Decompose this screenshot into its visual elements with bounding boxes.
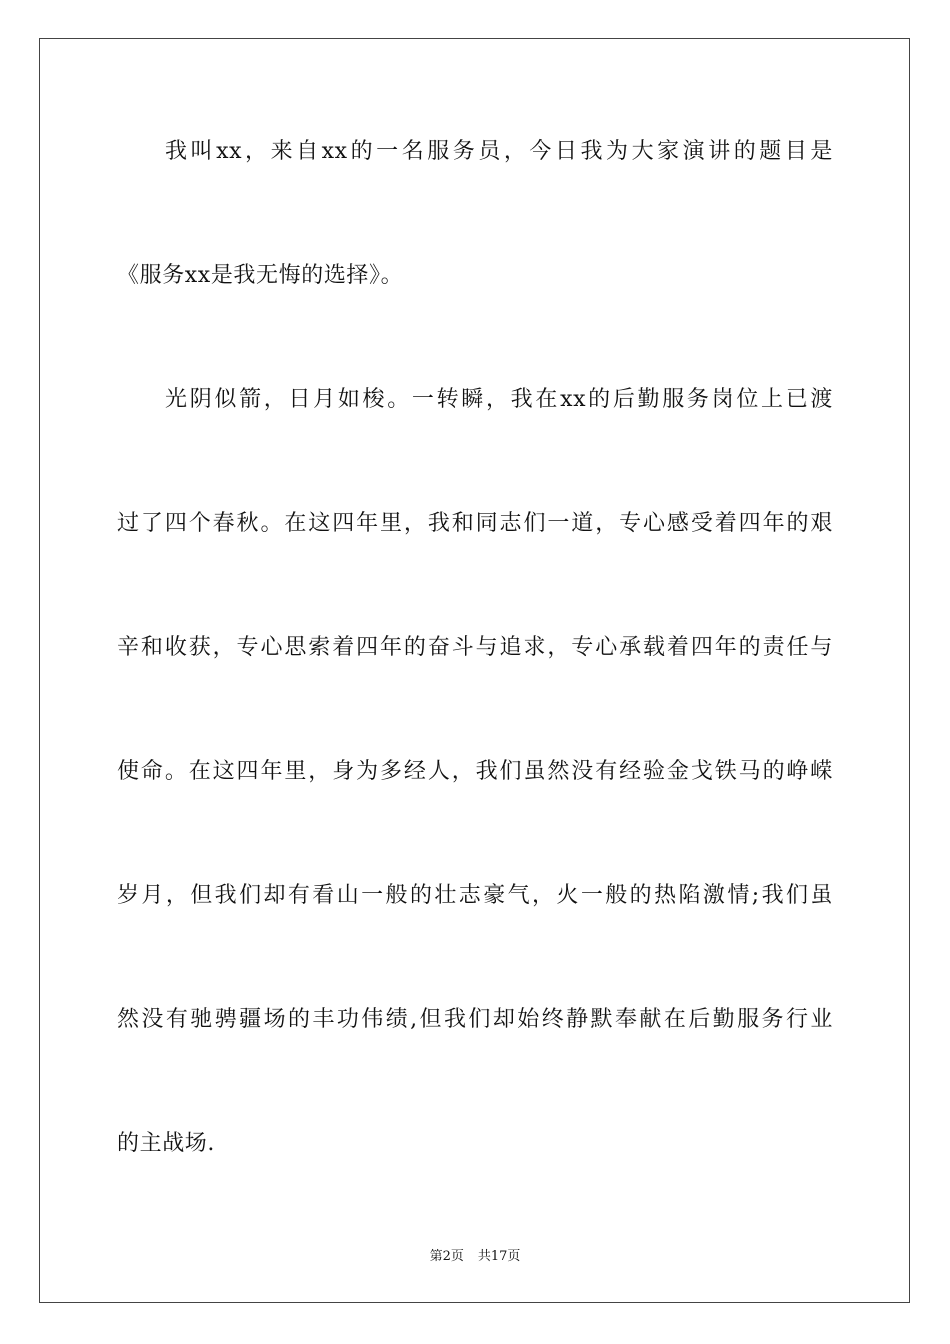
- paragraph-2-line-3: 辛和收获，专心思索着四年的奋斗与追求，专心承载着四年的责任与: [117, 635, 833, 660]
- paragraph-2-line-2: 过了四个春秋。在这四年里，我和同志们一道，专心感受着四年的艰: [117, 511, 833, 536]
- page-number-total: 共17页: [477, 1249, 521, 1264]
- paragraph-2-line-7: 的主战场.: [117, 1131, 215, 1156]
- paragraph-2-line-5: 岁月，但我们却有看山一般的壮志豪气，火一般的热陷激情;我们虽: [117, 883, 833, 908]
- paragraph-1-line-2: 《服务xx是我无悔的选择》。: [117, 263, 404, 288]
- page-number-current: 第2页: [429, 1249, 464, 1264]
- paragraph-2-line-4: 使命。在这四年里，身为多经人，我们虽然没有经验金戈铁马的峥嵘: [117, 759, 833, 784]
- page-border: [39, 38, 910, 1303]
- paragraph-1-line-1: 我叫xx，来自xx的一名服务员，今日我为大家演讲的题目是: [165, 139, 833, 164]
- paragraph-2-line-6: 然没有驰骋疆场的丰功伟绩,但我们却始终静默奉献在后勤服务行业: [117, 1007, 833, 1032]
- paragraph-2-line-1: 光阴似箭，日月如梭。一转瞬，我在xx的后勤服务岗位上已渡: [165, 387, 833, 412]
- page-footer: [0, 1248, 950, 1266]
